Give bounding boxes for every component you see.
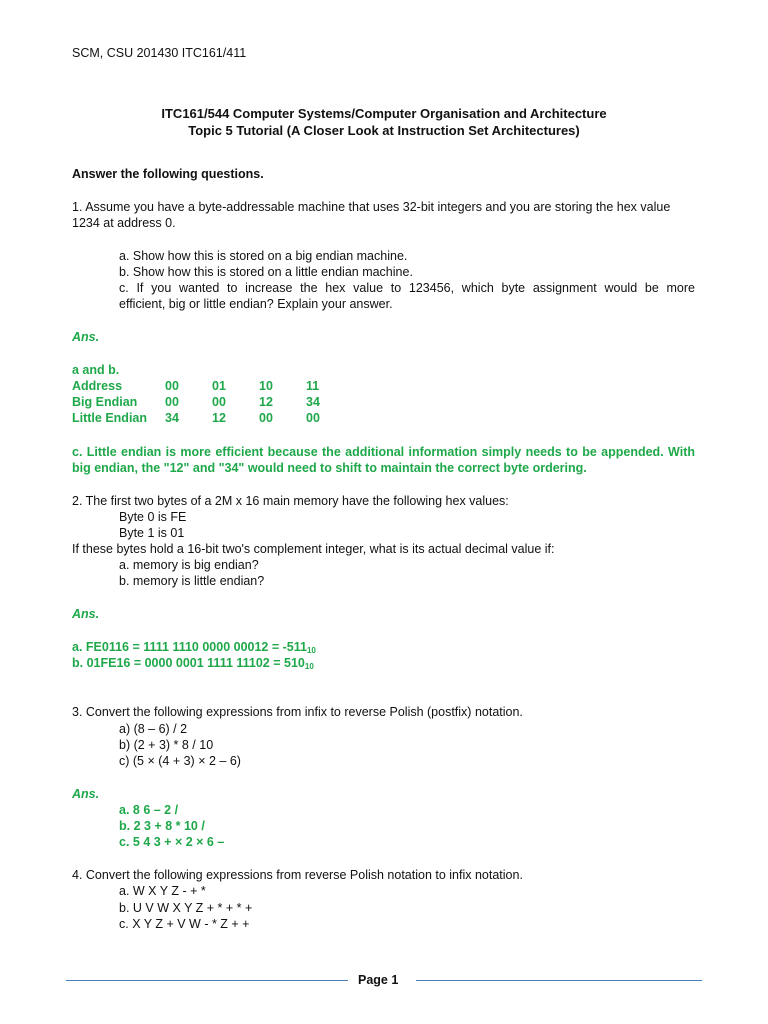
q2-answer-b-text: b. 01FE16 = 0000 0001 1111 11102 = 510: [72, 656, 305, 670]
q4-part-b: b. U V W X Y Z + * + * +: [119, 901, 253, 915]
q2-answer-b: [72, 655, 314, 671]
table-row-label: Little Endian: [72, 411, 147, 425]
table-cell: 10: [259, 379, 273, 393]
q3-answer-c: c. 5 4 3 + × 2 × 6 –: [119, 835, 225, 849]
q1-answer-label: Ans.: [72, 330, 100, 344]
q4-part-c: c. X Y Z + V W - * Z + +: [119, 917, 250, 931]
q2-part-b: b. memory is little endian?: [119, 574, 265, 588]
q3-line-1: 3. Convert the following expressions from infix to reverse Polish (postfix) notation.: [72, 705, 523, 719]
footer-rule-right: [416, 980, 702, 981]
q3-part-a: a) (8 – 6) / 2: [119, 722, 188, 736]
title-line-2: Topic 5 Tutorial (A Closer Look at Instruction Set Architectures): [188, 123, 580, 138]
q4-part-a: a. W X Y Z - + *: [119, 884, 206, 898]
table-cell: 12: [212, 411, 226, 425]
q3-part-b: b) (2 + 3) * 8 / 10: [119, 738, 214, 752]
page-number: Page 1: [358, 973, 399, 987]
table-cell: 00: [259, 411, 273, 425]
q1-part-c-line-2: efficient, big or little endian? Explain your answer.: [119, 297, 393, 311]
q2-line-1: 2. The first two bytes of a 2M x 16 main memory have the following hex values:: [72, 494, 509, 508]
table-row-label: Address: [72, 379, 123, 393]
table-cell: 00: [212, 395, 226, 409]
q2-answer-a-subscript: 10: [306, 646, 316, 655]
table-row-label: Big Endian: [72, 395, 138, 409]
intro-text: Answer the following questions.: [72, 167, 264, 181]
q1-line-2: 1234 at address 0.: [72, 216, 176, 230]
q1-line-1: 1. Assume you have a byte-addressable machine that uses 32-bit integers and you are storing the hex value: [72, 200, 671, 214]
table-cell: 11: [306, 379, 320, 393]
q2-answer-a-text: a. FE0116 = 1111 1110 0000 00012 = -511: [72, 640, 307, 654]
footer-rule-left: [66, 980, 348, 981]
q2-part-a: a. memory is big endian?: [119, 558, 259, 572]
q3-part-c: c) (5 × (4 + 3) × 2 – 6): [119, 754, 241, 768]
q1-part-b: b. Show how this is stored on a little endian machine.: [119, 265, 413, 279]
page-header: SCM, CSU 201430 ITC161/411: [72, 46, 247, 60]
q2-answer-a: [72, 639, 316, 655]
q2-byte-1: Byte 1 is 01: [119, 526, 185, 540]
q1-part-c-line-1: c. If you wanted to increase the hex value to 123456, which byte assignment would be more: [119, 281, 695, 295]
q2-answer-b-subscript: 10: [304, 662, 314, 671]
table-cell: 00: [306, 411, 320, 425]
q1-answer-c-line-2: big endian, the "12" and "34" would need to shift to maintain the correct byte ordering.: [72, 461, 587, 475]
table-cell: 34: [306, 395, 320, 409]
q2-byte-0: Byte 0 is FE: [119, 510, 187, 524]
q3-answer-b: b. 2 3 + 8 * 10 /: [119, 819, 205, 833]
table-cell: 34: [165, 411, 179, 425]
q1-answer-ab: a and b.: [72, 363, 120, 377]
q1-part-a: a. Show how this is stored on a big endian machine.: [119, 249, 408, 263]
q2-answer-label: Ans.: [72, 607, 100, 621]
q1-answer-c-line-1: c. Little endian is more efficient because the additional information simply needs to be appended. With: [72, 445, 695, 459]
table-cell: 00: [165, 379, 179, 393]
q3-answer-a: a. 8 6 – 2 /: [119, 803, 179, 817]
table-cell: 00: [165, 395, 179, 409]
q4-line-1: 4. Convert the following expressions from reverse Polish notation to infix notation.: [72, 868, 523, 882]
table-cell: 01: [212, 379, 226, 393]
title-line-1: ITC161/544 Computer Systems/Computer Organisation and Architecture: [161, 106, 607, 121]
q3-answer-label: Ans.: [72, 787, 100, 801]
q2-line-2: If these bytes hold a 16-bit two's complement integer, what is its actual decimal value if:: [72, 542, 555, 556]
table-cell: 12: [259, 395, 273, 409]
